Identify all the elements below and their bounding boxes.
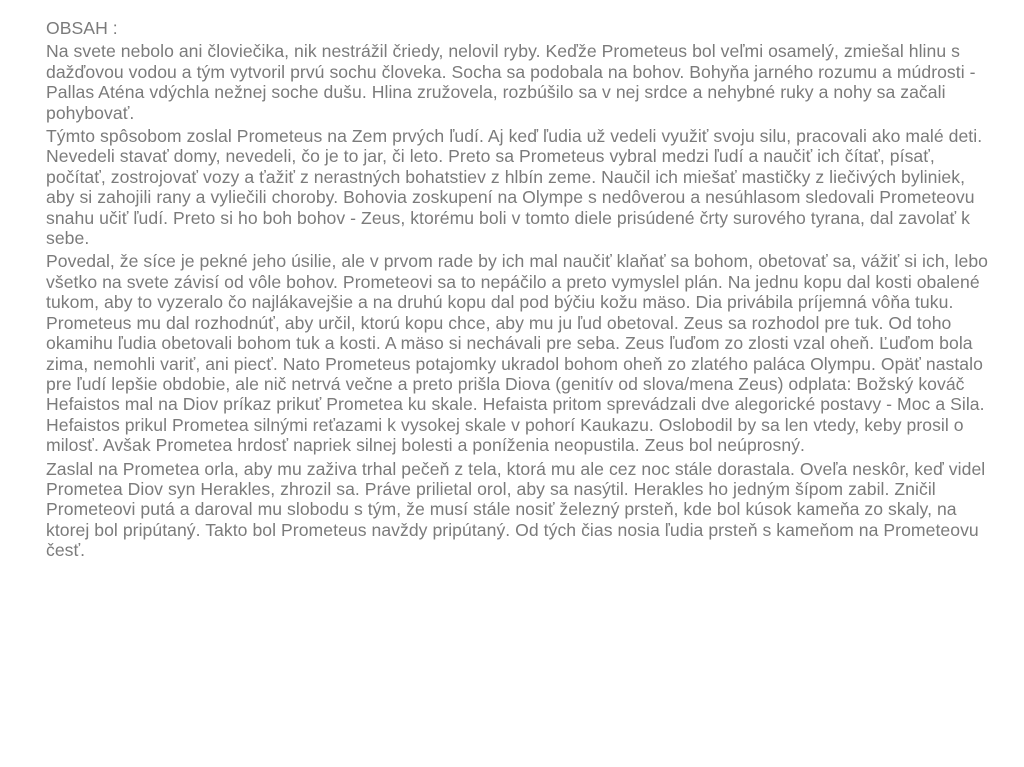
paragraph-punishment: Povedal, že síce je pekné jeho úsilie, ale v prvom rade by ich mal naučiť klaňať sa bohom, obetovať sa, vážiť si ich, lebo všetko na svete závisí od vôle bohov. Prometeovi sa to nepáčilo a preto vymyslel plán. Na jednu kopu dal kosti obalené tukom, aby to vyzeralo čo najlákavejšie a na druhú kopu dal pod býčiu kožu mäso. Dia privábila príjemná vôňa tuku. Prometeus mu dal rozhodnúť, aby určil, ktorú kopu chce, aby mu ju ľud obetoval. Zeus sa rozhodol pre tuk. Od toho okamihu ľudia obetovali bohom tuk a kosti. A mäso si nechávali pre seba. Zeus ľuďom zo zlosti vzal oheň. Ľuďom bola zima, nemohli variť, ani piecť. Nato Prometeus potajomky ukradol bohom oheň zo zlatého paláca Olympu. Opäť nastalo pre ľudí lepšie obdobie, ale nič netrvá večne a preto prišla Diova (genitív od slova/mena Zeus) odplata: Božský kováč Hefaistos mal na Diov príkaz prikuť Prometea ku skale. Hefaista pritom sprevádzali dve alegorické postavy - Moc a Sila. Hefaistos prikul Prometea silnými reťazami k vysokej skale v pohorí Kaukazu. Oslobodil by sa len vtedy, keby prosil o milosť. Avšak Prometea hrdosť napriek silnej bolesti a poníženia neopustila. Zeus bol neúprosný. — [46, 251, 988, 456]
paragraph-creation: Na svete nebolo ani človiečika, nik nestrážil čriedy, nelovil ryby. Keďže Prometeus bol veľmi osamelý, zmiešal hlinu s dažďovou vodou a tým vytvoril prvú sochu človeka. Socha sa podobala na bohov. Bohyňa jarného rozumu a múdrosti - Pallas Aténa vdýchla nežnej soche dušu. Hlina zružovela, rozbúšilo sa v nej srdce a nehybné ruky a nohy sa začali pohybovať. — [46, 41, 976, 123]
slide-body — [46, 18, 996, 564]
section-heading: OBSAH : — [46, 18, 118, 38]
paragraph-liberation: Zaslal na Prometea orla, aby mu zaživa trhal pečeň z tela, ktorá mu ale cez noc stále dorastala. Oveľa neskôr, keď videl Prometea Diov syn Herakles, zhrozil sa. Práve prilietal orol, aby sa nasýtil. Herakles ho jedným šípom zabil. Zničil Prometeovi putá a daroval mu slobodu s tým, že musí stále nosiť železný prsteň, kde bol kúsok kameňa zo skaly, na ktorej bol pripútaný. Takto bol Prometeus navždy pripútaný. Od tých čias nosia ľudia prsteň s kameňom na Prometeovu česť. — [46, 458, 986, 561]
paragraph-teaching: Týmto spôsobom zoslal Prometeus na Zem prvých ľudí. Aj keď ľudia už vedeli využiť svoju silu, pracovali ako malé deti. Nevedeli stavať domy, nevedeli, čo je to jar, či leto. Preto sa Prometeus vybral medzi ľudí a naučiť ich čítať, písať, počítať, zostrojovať vozy a ťažiť z nerastných bohatstiev z hlbín zeme. Naučil ich miešať mastičky z liečivých byliniek, aby si zahojili rany a vyliečili choroby. Bohovia zoskupení na Olympe s nedôverou a nesúhlasom sledovali Prometeovu snahu učiť ľudí. Preto si ho boh bohov - Zeus, ktorému boli v tomto diele prisúdené črty surového tyrana, dal zavolať k sebe. — [46, 126, 983, 249]
